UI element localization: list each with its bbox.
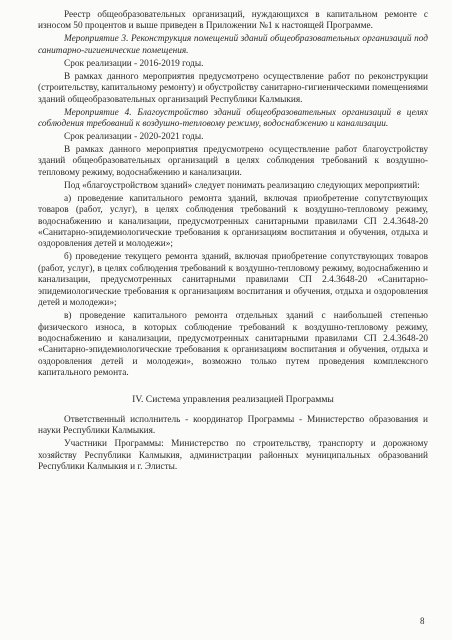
paragraphs-bottom <box>38 415 428 474</box>
paragraph: б) проведение текущего ремонта зданий, включая приобретение сопутствующих товаров (работ, услуг), в целях соблюдения требований к воздушно-тепловому режиму, водоснабжению и канализации, предусмотренных санитарными правилами СП 2.4.3648-20 «Санитарно-эпидемиологические требования к организациям воспитания и обучения, отдыха и оздоровления детей и молодежи»; <box>38 252 428 309</box>
paragraph: Срок реализации - 2020-2021 годы. <box>64 132 204 143</box>
paragraph: в) проведение капитального ремонта отдельных зданий с наибольшей степенью физического износа, в которых соблюдение требований к воздушно-тепловому режиму, водоснабжению и канализации, предусмотренных санитарными правилами СП 2.4.3648-20 «Санитарно-эпидемиологические требования к организациям воспитания и обучения, отдыха и оздоровления детей и молодежи», возможно только путем проведения комплексного капитального ремонта. <box>38 311 428 379</box>
paragraph: В рамках данного мероприятия предусмотрено осуществление работ благоустройству зданий общеобразовательных организаций в целях соблюдения требований к воздушно-тепловому режиму, водоснабжению и канализации. <box>38 145 428 178</box>
paragraph: Мероприятие 3. Реконструкция помещений зданий общеобразовательных организаций под санитарно-гигиенические помещения. <box>38 34 428 56</box>
page-number: 8 <box>420 616 425 626</box>
paragraph: Участники Программы: Министерство по строительству, транспорту и дорожному хозяйству Республики Калмыкия, администрации районных муниципальных образований Республики Калмыкия и г. Элисты. <box>38 439 428 473</box>
paragraphs-top <box>38 10 428 380</box>
paragraph: а) проведение капитального ремонта зданий, включая приобретение сопутствующих товаров (работ, услуг), в целях соблюдения требований к воздушно-тепловому режиму, водоснабжению и канализации, предусмотренных санитарными правилами СП 2.4.3648-20 «Санитарно-эпидемиологические требования к организациям воспитания и обучения, отдыха и оздоровления детей и молодежи»; <box>38 193 428 250</box>
paragraph: Реестр общеобразовательных организаций, нуждающихся в капитальном ремонте с износом 50 процентов и выше приведен в Приложении №1 к настоящей Программе. <box>38 10 428 32</box>
paragraph: Срок реализации - 2016-2019 годы. <box>64 58 204 69</box>
paragraph: Мероприятие 4. Благоустройство зданий общеобразовательных организаций в целях соблюдения требований к воздушно-тепловому режиму, водоснабжению и канализации. <box>38 107 428 130</box>
paragraph: Ответственный исполнитель - координатор Программы - Министерство образования и науки Республики Калмыкия. <box>38 414 428 437</box>
paragraph: Под «благоустройством зданий» следует понимать реализацию следующих мероприятий: <box>64 180 420 191</box>
section-heading: IV. Система управления реализацией Программы <box>132 393 334 405</box>
page-body <box>38 10 428 475</box>
paragraph: В рамках данного мероприятия предусмотрено осуществление работ по реконструкции (строительству, капитальному ремонту) и обустройству санитарно-гигиеническими помещениями зданий общеобразовательных организаций Республики Калмыкия. <box>38 71 428 105</box>
